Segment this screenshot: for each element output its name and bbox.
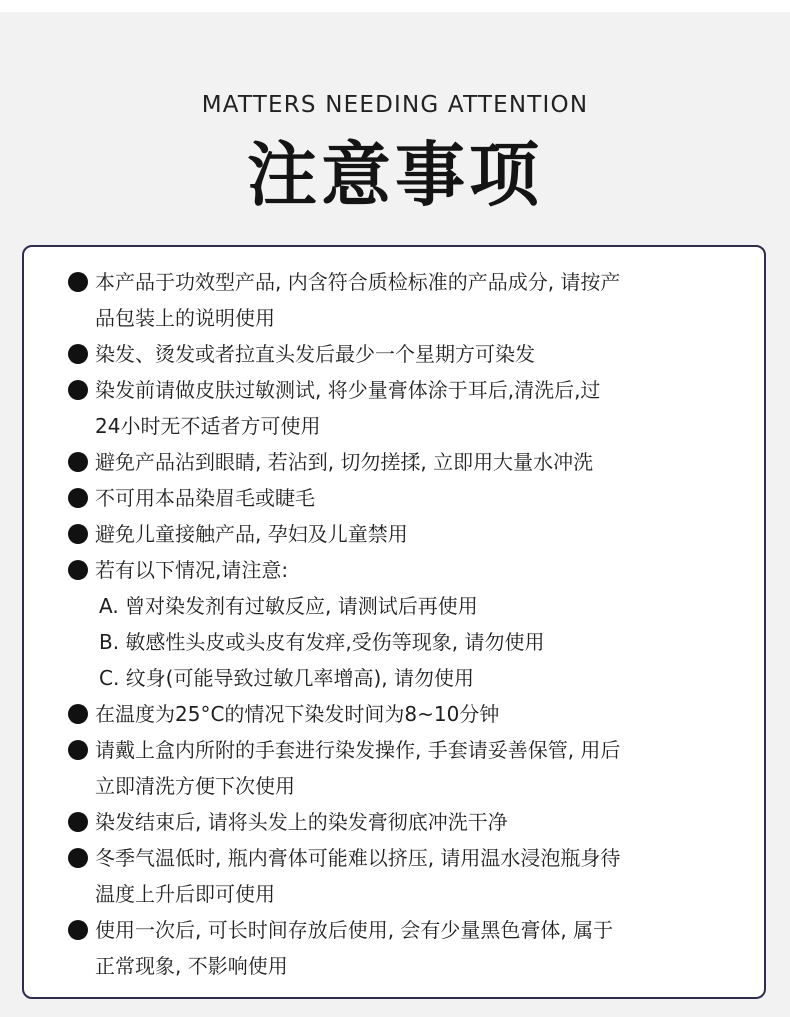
notice-line <box>68 264 620 300</box>
notice-text: 正常现象, 不影响使用 <box>95 954 288 978</box>
notice-text: 使用一次后, 可长时间存放后使用, 会有少量黑色膏体, 属于 <box>95 918 614 942</box>
notice-text: B. 敏感性头皮或头皮有发痒,受伤等现象, 请勿使用 <box>99 630 545 654</box>
top-strip <box>0 0 790 12</box>
notice-text: 24小时无不适者方可使用 <box>95 414 321 438</box>
bullet-dot-icon <box>68 560 88 580</box>
notice-text: 若有以下情况,请注意: <box>95 558 289 582</box>
bullet-dot-icon <box>68 812 88 832</box>
notice-line <box>68 696 499 732</box>
notice-line <box>68 516 408 552</box>
notice-text: 立即清洗方便下次使用 <box>95 774 295 798</box>
bullet-dot-icon <box>68 488 88 508</box>
notice-text: 在温度为25°C的情况下染发时间为8~10分钟 <box>95 702 500 726</box>
notice-line <box>95 768 295 804</box>
bullet-dot-icon <box>68 704 88 724</box>
bullet-dot-icon <box>68 920 88 940</box>
notice-text: 染发结束后, 请将头发上的染发膏彻底冲洗干净 <box>95 810 508 834</box>
notice-text: 染发、烫发或者拉直头发后最少一个星期方可染发 <box>95 342 535 366</box>
notice-line <box>68 480 315 516</box>
notice-text: C. 纹身(可能导致过敏几率增高), 请勿使用 <box>99 666 474 690</box>
notice-subline <box>99 660 474 696</box>
bullet-dot-icon <box>68 344 88 364</box>
notice-subline <box>99 624 545 660</box>
notice-line <box>68 912 613 948</box>
notice-text: 染发前请做皮肤过敏测试, 将少量膏体涂于耳后,清洗后,过 <box>95 378 601 402</box>
english-subtitle: MATTERS NEEDING ATTENTION <box>201 92 589 118</box>
notice-subline <box>99 588 478 624</box>
notice-text: 请戴上盒内所附的手套进行染发操作, 手套请妥善保管, 用后 <box>95 738 621 762</box>
bullet-dot-icon <box>68 380 88 400</box>
notice-line <box>95 408 320 444</box>
notice-text: 避免儿童接触产品, 孕妇及儿童禁用 <box>95 522 408 546</box>
bullet-dot-icon <box>68 272 88 292</box>
notice-text: 品包装上的说明使用 <box>95 306 275 330</box>
notice-text: 温度上升后即可使用 <box>95 882 275 906</box>
notice-line <box>68 336 535 372</box>
notice-text: 本产品于功效型产品, 内含符合质检标准的产品成分, 请按产 <box>95 270 621 294</box>
notice-line <box>68 372 600 408</box>
page-title: 注意事项 <box>247 134 543 216</box>
notice-text: 避免产品沾到眼睛, 若沾到, 切勿搓揉, 立即用大量水冲洗 <box>95 450 594 474</box>
notice-line <box>68 840 620 876</box>
bullet-dot-icon <box>68 452 88 472</box>
bullet-dot-icon <box>68 524 88 544</box>
notice-panel <box>22 245 766 999</box>
bullet-dot-icon <box>68 848 88 868</box>
notice-line <box>95 948 288 984</box>
notice-line <box>95 300 275 336</box>
notice-line <box>68 732 620 768</box>
notice-text: 不可用本品染眉毛或睫毛 <box>95 486 315 510</box>
notice-line <box>95 876 275 912</box>
bullet-dot-icon <box>68 740 88 760</box>
notice-text: 冬季气温低时, 瓶内膏体可能难以挤压, 请用温水浸泡瓶身待 <box>95 846 621 870</box>
notice-text: A. 曾对染发剂有过敏反应, 请测试后再使用 <box>99 594 478 618</box>
notice-line <box>68 444 593 480</box>
notice-line <box>68 552 288 588</box>
notice-line <box>68 804 508 840</box>
